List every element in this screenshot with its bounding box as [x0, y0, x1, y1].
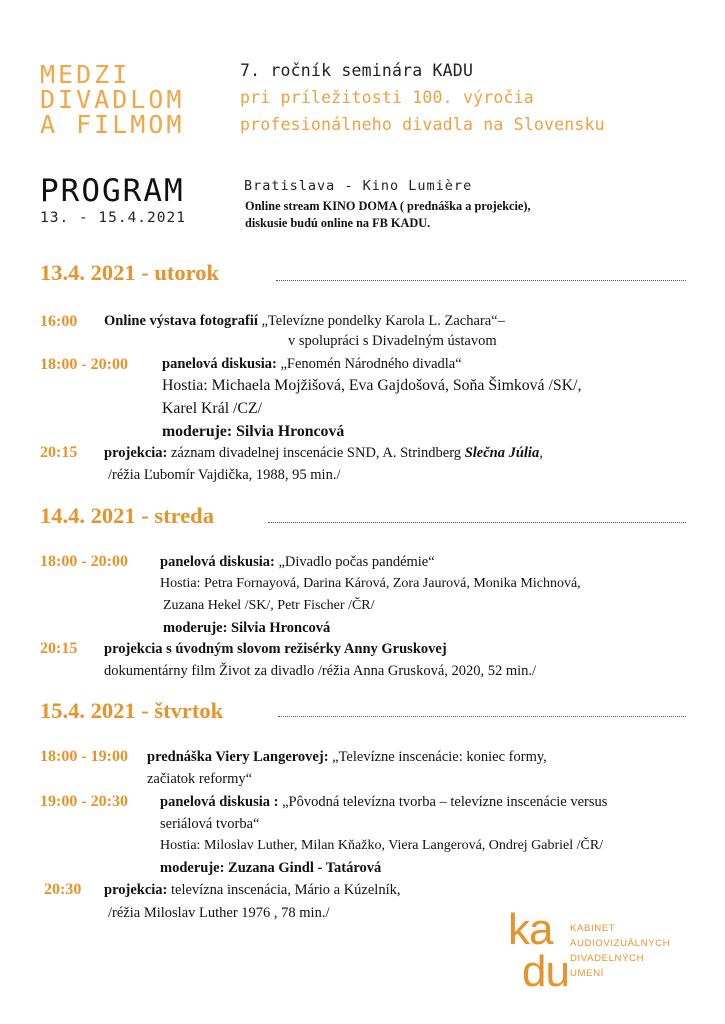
event-title-line-3: A FILMOM [40, 110, 185, 139]
event-type: projekcia s úvodným slovom režisérky Anny Gruskovej [104, 641, 447, 657]
day-heading-1: 13.4. 2021 - utorok [40, 260, 219, 285]
day-heading-3: 15.4. 2021 - štvrtok [40, 698, 224, 723]
anniversary-line: pri príležitosti 100. výročia [240, 88, 534, 107]
event-time: 16:00 [40, 313, 78, 330]
event-time: 18:00 - 20:00 [40, 356, 128, 373]
kadu-logo [508, 905, 708, 1004]
event-description [104, 882, 400, 899]
event-title-line-2: DIVADLOM [40, 85, 185, 114]
event-credits: /réžia Miloslav Luther 1976 , 78 min./ [108, 905, 330, 921]
event-credits: dokumentárny film Život za divadlo /réžia Anna Grusková, 2020, 52 min./ [104, 663, 537, 679]
event-title: „Fenomén Národného divadla“ [276, 356, 462, 372]
stream-info-1: Online stream KINO DOMA ( prednáška a projekcie), [245, 199, 531, 213]
event-type: projekcia: [104, 882, 168, 898]
event-moderator: moderuje: Zuzana Gindl - Tatárová [160, 860, 382, 876]
event-guests: Zuzana Hekel /SK/, Petr Fischer /ČR/ [163, 598, 375, 613]
event-type: panelová diskusia : [160, 794, 279, 810]
venue: Bratislava - Kino Lumière [244, 178, 473, 194]
event-moderator: moderuje: Silvia Hroncová [163, 620, 331, 636]
logo-mark-top: ka [508, 905, 553, 954]
event-description [104, 445, 543, 462]
event-time: 18:00 - 20:00 [40, 553, 128, 570]
logo-text-line: DIVADELNÝCH [570, 953, 645, 964]
event-type: panelová diskusia: [160, 554, 275, 570]
event-title: „Televízne inscenácie: koniec formy, [328, 749, 547, 765]
event-credits: /réžia Ľubomír Vajdička, 1988, 95 min./ [108, 467, 341, 483]
dotted-divider [278, 716, 686, 717]
event-guests: Hostia: Miloslav Luther, Milan Kňažko, Viera Langerová, Ondrej Gabriel /ČR/ [160, 838, 604, 853]
event-time: 20:15 [40, 444, 78, 461]
event-time: 20:30 [44, 881, 82, 898]
event-description [160, 554, 435, 571]
event-time: 18:00 - 19:00 [40, 748, 128, 765]
event-description [162, 356, 462, 373]
event-guests: Hostia: Michaela Mojžišová, Eva Gajdošová, Soňa Šimková /SK/, [162, 377, 582, 394]
dotted-divider [268, 522, 686, 523]
event-guests: Karel Král /CZ/ [162, 400, 263, 417]
event-type: panelová diskusia: [162, 356, 277, 372]
event-text-tail: , [539, 445, 543, 461]
stream-info-2: diskusie budú online na FB KADU. [245, 216, 431, 230]
program-title: PROGRAM [40, 173, 185, 209]
logo-text-line: AUDIOVIZUÁLNYCH [570, 938, 671, 949]
event-description [147, 749, 547, 766]
event-description [104, 313, 505, 330]
event-time: 19:00 - 20:30 [40, 793, 128, 810]
event-type: projekcia: [104, 445, 168, 461]
seminar-edition: 7. ročník seminára KADU [240, 61, 474, 80]
event-description [160, 794, 607, 811]
event-title: „Pôvodná televízna tvorba – televízne inscenácie versus [278, 794, 608, 810]
event-title: televízna inscenácia, Mário a Kúzelník, [167, 882, 401, 898]
event-time: 20:15 [40, 640, 78, 657]
anniversary-line-2: profesionálneho divadla na Slovensku [240, 115, 605, 134]
day-heading-2: 14.4. 2021 - streda [40, 503, 214, 528]
event-title-cont: seriálová tvorba“ [160, 816, 260, 832]
event-type: Online výstava fotografií [104, 313, 258, 329]
event-title-line-1: MEDZI [40, 60, 131, 89]
event-moderator: moderuje: Silvia Hroncová [162, 423, 345, 440]
event-type: prednáška Viery Langerovej: [147, 749, 329, 765]
logo-mark-bottom: du [522, 947, 569, 996]
event-title-cont: začiatok reformy“ [147, 771, 253, 787]
logo-text-line: UMENÍ [570, 968, 604, 979]
event-title: „Divadlo počas pandémie“ [274, 554, 435, 570]
event-title: Slečna Júlia [464, 445, 540, 461]
program-dates: 13. - 15.4.2021 [40, 210, 186, 226]
dotted-divider [276, 280, 686, 281]
event-text: záznam divadelnej inscenácie SND, A. Strindberg [167, 445, 465, 461]
event-guests: Hostia: Petra Fornayová, Darina Kárová, Zora Jaurová, Monika Michnová, [160, 576, 581, 591]
event-title: „Televízne pondelky Karola L. Zachara“– [257, 313, 505, 329]
event-note: v spolupráci s Divadelným ústavom [288, 333, 497, 349]
logo-text-line: KABINET [570, 923, 616, 934]
